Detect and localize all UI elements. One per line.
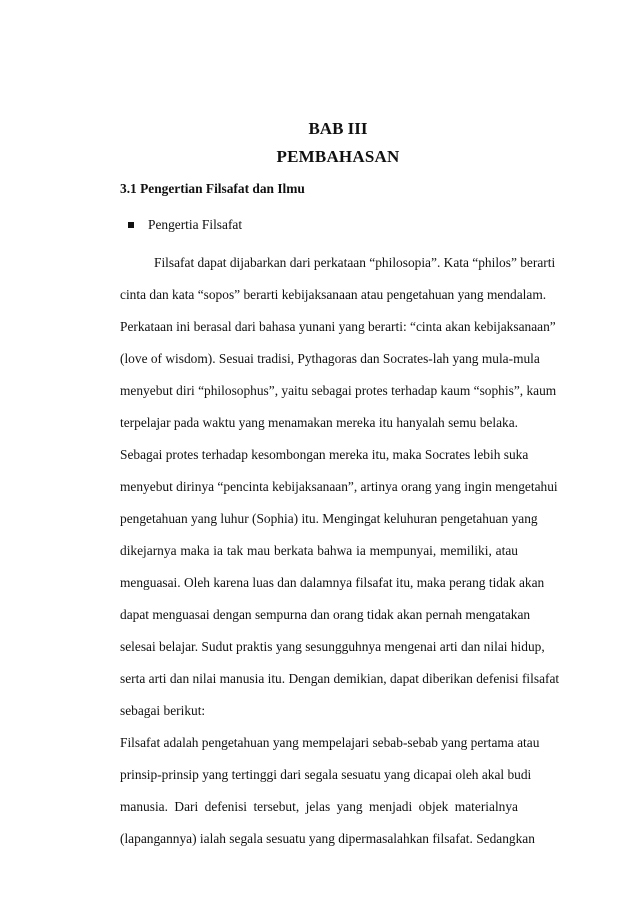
paragraph-line: serta arti dan nilai manusia itu. Dengan demikian, dapat diberikan defenisi filsafat <box>120 671 560 686</box>
paragraph-line: manusia. Dari defenisi tersebut, jelas yang menjadi objek materialnya <box>120 799 518 814</box>
paragraph-line: cinta dan kata “sopos” berarti kebijaksanaan atau pengetahuan yang mendalam. <box>120 287 547 302</box>
paragraph-line: sebagai berikut: <box>120 703 206 718</box>
chapter-title: PEMBAHASAN <box>276 147 400 166</box>
paragraph-line: prinsip-prinsip yang tertinggi dari segala sesuatu yang dicapai oleh akal budi <box>120 767 532 782</box>
bullet-item <box>128 216 242 234</box>
chapter-number: BAB III <box>308 119 368 138</box>
paragraph-line: menyebut dirinya “pencinta kebijaksanaan”, artinya orang yang ingin mengetahui <box>120 479 558 494</box>
paragraph-line: dikejarnya maka ia tak mau berkata bahwa ia mempunyai, memiliki, atau <box>120 543 518 558</box>
paragraph-line: Filsafat adalah pengetahuan yang mempelajari sebab-sebab yang pertama atau <box>120 735 540 750</box>
paragraph-line: terpelajar pada waktu yang menamakan mereka itu hanyalah semu belaka. <box>120 415 518 430</box>
paragraph-line: (lapangannya) ialah segala sesuatu yang dipermasalahkan filsafat. Sedangkan <box>120 831 535 846</box>
paragraph-line: selesai belajar. Sudut praktis yang sesungguhnya mengenai arti dan nilai hidup, <box>120 639 545 654</box>
paragraph-line: (love of wisdom). Sesuai tradisi, Pythagoras dan Socrates-lah yang mula-mula <box>120 351 540 366</box>
paragraph-line: dapat menguasai dengan sempurna dan orang tidak akan pernah mengatakan <box>120 607 531 622</box>
paragraph-line: Sebagai protes terhadap kesombongan mereka itu, maka Socrates lebih suka <box>120 447 529 462</box>
section-heading: 3.1 Pengertian Filsafat dan Ilmu <box>120 181 305 196</box>
paragraph-line: menguasai. Oleh karena luas dan dalamnya filsafat itu, maka perang tidak akan <box>120 575 545 590</box>
paragraph-line: Filsafat dapat dijabarkan dari perkataan “philosopia”. Kata “philos” berarti <box>154 255 556 270</box>
paragraph-line: menyebut diri “philosophus”, yaitu sebagai protes terhadap kaum “sophis”, kaum <box>120 383 557 398</box>
bullet-label: Pengertia Filsafat <box>148 217 243 232</box>
paragraph-line: pengetahuan yang luhur (Sophia) itu. Mengingat keluhuran pengetahuan yang <box>120 511 538 526</box>
square-bullet-icon <box>128 222 134 228</box>
paragraph-line: Perkataan ini berasal dari bahasa yunani yang berarti: “cinta akan kebijaksanaan” <box>120 319 556 334</box>
